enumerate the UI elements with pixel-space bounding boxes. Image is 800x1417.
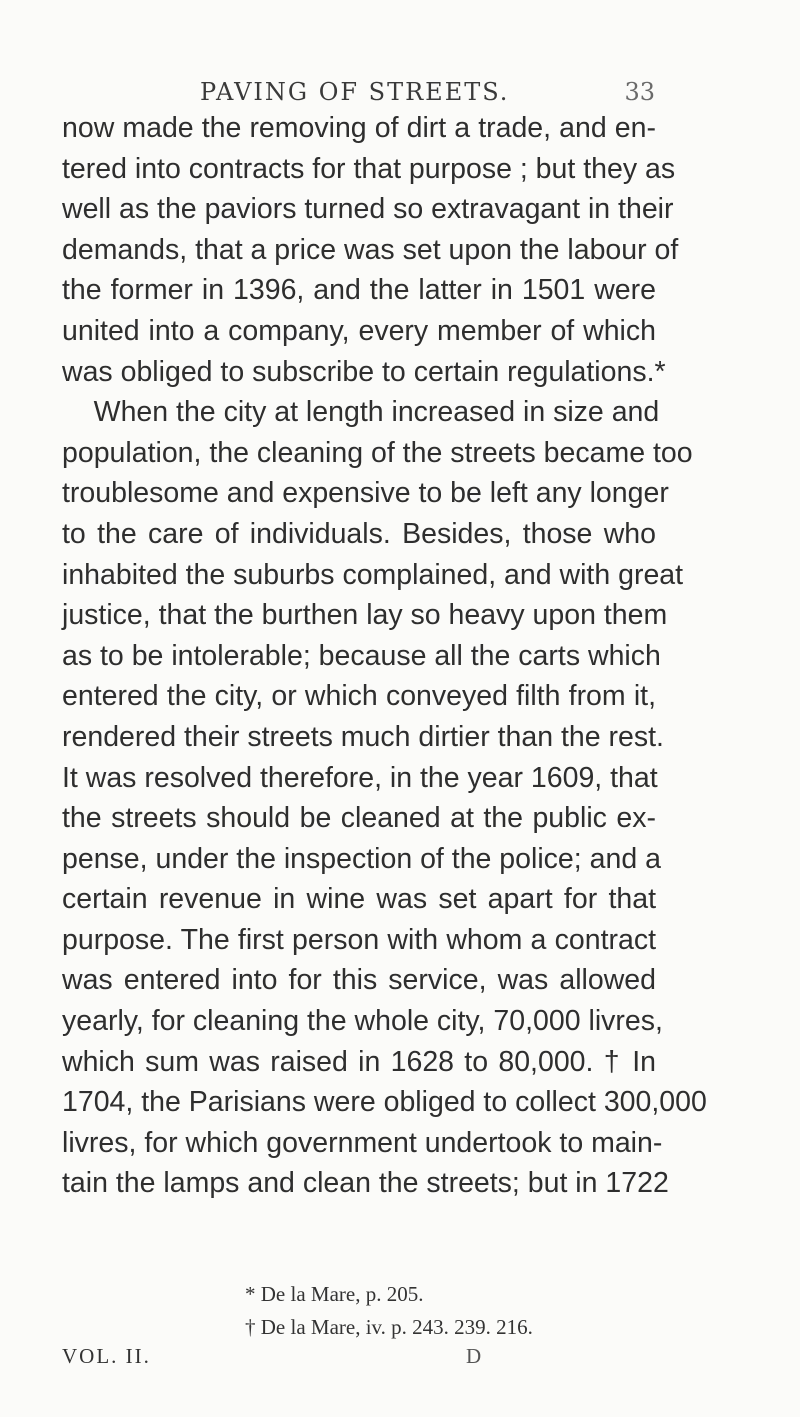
text-line: purpose. The first person with whom a contract	[62, 923, 656, 956]
text-line: certain revenue in wine was set apart for that	[62, 883, 656, 916]
text-line: entered the city, or which conveyed filth from it,	[62, 680, 656, 713]
text-line: troublesome and expensive to be left any longer	[62, 477, 669, 510]
footnote: * De la Mare, p. 205.	[245, 1282, 424, 1306]
text-line: demands, that a price was set upon the labour of	[62, 233, 679, 266]
text-line: tain the lamps and clean the streets; but in 1722	[62, 1167, 669, 1200]
text-line: population, the cleaning of the streets became too	[62, 436, 693, 469]
text-line: which sum was raised in 1628 to 80,000. † In	[62, 1045, 656, 1078]
text-line: well as the paviors turned so extravagant in their	[62, 193, 674, 226]
text-line: to the care of individuals. Besides, those who	[62, 517, 656, 550]
text-line: the streets should be cleaned at the public ex-	[62, 802, 656, 835]
text-line: now made the removing of dirt a trade, and en-	[62, 112, 656, 144]
text-line: It was resolved therefore, in the year 1609, that	[62, 761, 658, 794]
text-line: livres, for which government undertook to main-	[62, 1126, 663, 1159]
running-title: PAVING OF STREETS.	[200, 78, 510, 106]
body-text	[62, 108, 707, 1204]
volume-label: VOL. II.	[62, 1344, 151, 1368]
text-line: was obliged to subscribe to certain regulations.*	[62, 355, 666, 388]
signature-mark: D	[466, 1344, 482, 1368]
text-line: justice, that the burthen lay so heavy upon them	[62, 599, 668, 632]
page-number: 33	[624, 78, 655, 106]
text-line: as to be intolerable; because all the carts which	[62, 639, 661, 672]
text-line: yearly, for cleaning the whole city, 70,000 livres,	[62, 1005, 663, 1038]
footnote: † De la Mare, iv. p. 243. 239. 216.	[245, 1315, 533, 1339]
text-line: was entered into for this service, was allowed	[62, 964, 656, 997]
text-line: rendered their streets much dirtier than the rest.	[62, 720, 664, 753]
text-line: tered into contracts for that purpose ; but they as	[62, 152, 676, 185]
text-line: the former in 1396, and the latter in 1501 were	[62, 274, 656, 307]
text-line: united into a company, every member of which	[62, 314, 656, 347]
text-line: When the city at length increased in size and	[62, 396, 660, 429]
text-line: pense, under the inspection of the police; and a	[62, 842, 661, 875]
text-line: 1704, the Parisians were obliged to collect 300,000	[62, 1086, 707, 1119]
text-line: inhabited the suburbs complained, and with great	[62, 558, 684, 591]
